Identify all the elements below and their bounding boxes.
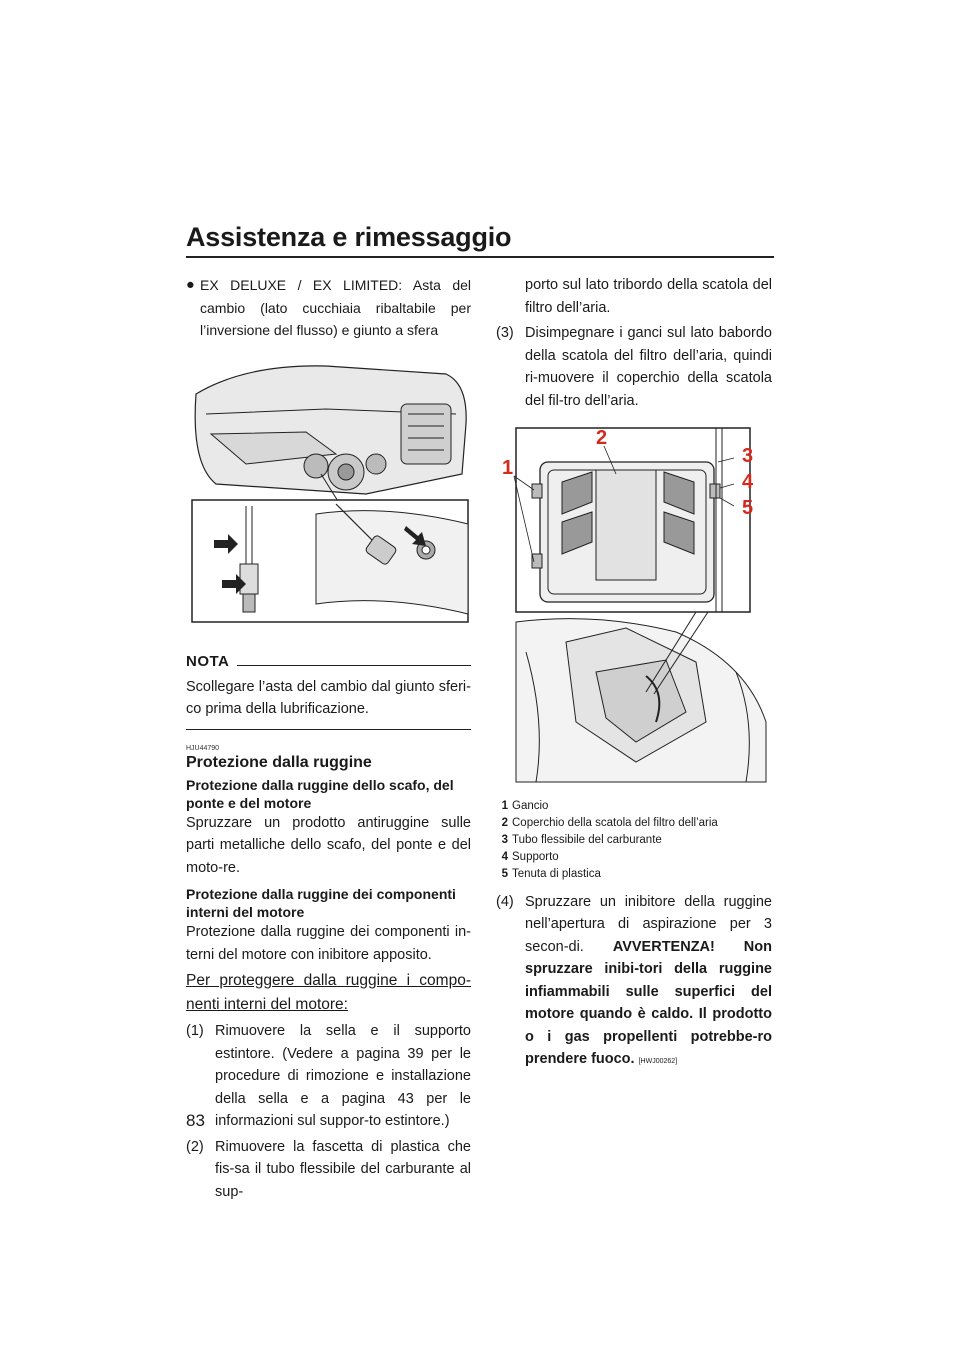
legend-item: 4 Supporto [501, 850, 559, 863]
step-3-text: Disimpegnare i ganci sul lato babordo della scatola del filtro dell’aria, quindi ri-muovere il coperchio della scatola del fil-tro dell’aria. [525, 325, 772, 409]
nota-text: Scollegare l’asta del cambio dal giunto sferi-co prima della lubrificazione. [186, 678, 471, 717]
page-title: Assistenza e rimessaggio [186, 222, 512, 252]
figure-shift-rod [186, 354, 471, 638]
step-2-number: (2) [186, 1138, 204, 1155]
subsection-title-hull: Protezione dalla ruggine dello scafo, del ponte e del motore [186, 776, 454, 811]
step-4 [496, 891, 772, 1074]
nota-label: NOTA [186, 653, 230, 670]
step-2-continued [496, 274, 772, 319]
subsection-text-hull: Spruzzare un prodotto antiruggine sulle parti metalliche dello scafo, del ponte e del moto-re. [186, 814, 471, 876]
step-3 [496, 322, 772, 412]
subsection-title-engine: Protezione dalla ruggine dei componenti interni del motore [186, 886, 456, 920]
title-rule [186, 256, 774, 258]
bullet-text: EX DELUXE / EX LIMITED: Asta del cambio (lato cucchiaia ribaltabile per l’inversione del flusso) e giunto a sfera [200, 277, 471, 338]
step-4-number: (4) [496, 893, 514, 910]
legend-item: 5 Tenuta di plastica [501, 867, 601, 880]
callout-4: 4 [742, 471, 754, 493]
shift-rod-illustration [186, 354, 471, 630]
nota-rule [237, 665, 471, 666]
step-2-text: Rimuovere la fascetta di plastica che fis-sa il tubo flessibile del carburante al sup- [215, 1138, 471, 1200]
step-4-text: Spruzzare un inibitore della ruggine nell’apertura di aspirazione per 3 secon-di. [525, 893, 772, 955]
bullet-item [186, 274, 471, 342]
step-1-number: (1) [186, 1023, 204, 1039]
page-number: 83 [186, 1111, 205, 1130]
step-1 [186, 1020, 471, 1133]
nota-end-rule [186, 729, 471, 730]
step-4-warning: AVVERTENZA! Non spruzzare inibi-tori della ruggine infiammabili sulle superfici del motore quando è caldo. Il prodotto o i gas propellenti potrebbe-ro prendere fuoco. [525, 938, 772, 1067]
warning-code: [HWJ00262] [638, 1058, 678, 1065]
step-2-continued-text: porto sul lato tribordo della scatola del filtro dell’aria. [525, 277, 772, 316]
legend-item: 2 Coperchio della scatola del filtro dell’aria [501, 816, 718, 829]
step-2 [186, 1136, 471, 1204]
right-column [496, 274, 772, 1077]
step-3-number: (3) [496, 325, 514, 341]
callout-1: 1 [502, 457, 514, 479]
callout-3: 3 [742, 445, 754, 467]
legend-item: 3 Tubo flessibile del carburante [501, 833, 662, 846]
legend-item: 1 Gancio [501, 799, 549, 812]
step-1-text: Rimuovere la sella e il supporto estintore. (Vedere a pagina 39 per le procedure di rimozione e installazione della sella e a pagina 43 per le informazioni sul suppor-to estintore.) [215, 1023, 471, 1129]
bullet-icon: ● [186, 277, 195, 293]
section-code: HJU44790 [186, 744, 220, 752]
figure-legend [496, 798, 772, 883]
callout-2: 2 [596, 427, 608, 449]
section-title: Protezione dalla ruggine [186, 753, 372, 771]
air-filter-illustration [496, 422, 772, 784]
callout-5: 5 [742, 497, 754, 519]
procedure-heading: Per proteggere dalla ruggine i compo-nenti interni del motore: [186, 972, 471, 1013]
nota-header [186, 651, 471, 674]
subsection-text-engine: Protezione dalla ruggine dei componenti in-terni del motore con inibitore apposito. [186, 924, 471, 963]
left-column [186, 274, 471, 1206]
figure-air-filter [496, 422, 772, 792]
